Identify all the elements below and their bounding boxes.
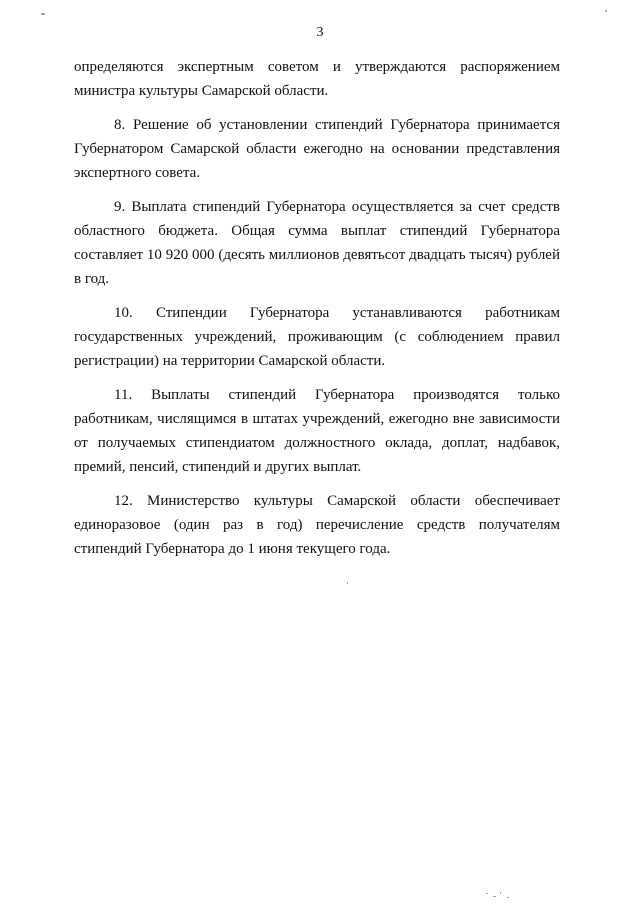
paragraph-continuation: определяются экспертным советом и утверждаются распоряжением министра культуры Самарской области. (74, 59, 560, 99)
scan-speck (507, 897, 509, 898)
scan-speck (486, 893, 488, 894)
scan-speck (493, 896, 496, 897)
scan-speck (41, 13, 45, 15)
page-number: 3 (316, 25, 324, 40)
paragraph-10: 10. Стипендии Губернатора устанавливаются работникам государственных учреждений, проживающим (с соблюдением правил регистрации) на территории Самарской области. (74, 305, 560, 369)
scan-speck (500, 892, 501, 894)
paragraph-12: 12. Министерство культуры Самарской области обеспечивает единоразовое (один раз в год) перечисление средств получателям стипендий Губернатора до 1 июня текущего года. (74, 493, 560, 557)
paragraph-9: 9. Выплата стипендий Губернатора осуществляется за счет средств областного бюджета. Общая сумма выплат стипендий Губернатора составляет 10 920 000 (десять миллионов девятьсот двадцать тысяч) рублей в год. (74, 199, 560, 287)
paragraph-8: 8. Решение об установлении стипендий Губернатора принимается Губернатором Самарской области ежегодно на основании представления экспертного совета. (74, 117, 560, 181)
document-body (74, 55, 560, 571)
scan-speck (605, 10, 607, 12)
paragraph-11: 11. Выплаты стипендий Губернатора производятся только работникам, числящимся в штатах учреждений, ежегодно вне зависимости от получаемых стипендиатом должностного оклада, доплат, надбавок, премий, пенсий, стипендий и других выплат. (74, 387, 560, 475)
scan-speck (347, 582, 348, 584)
